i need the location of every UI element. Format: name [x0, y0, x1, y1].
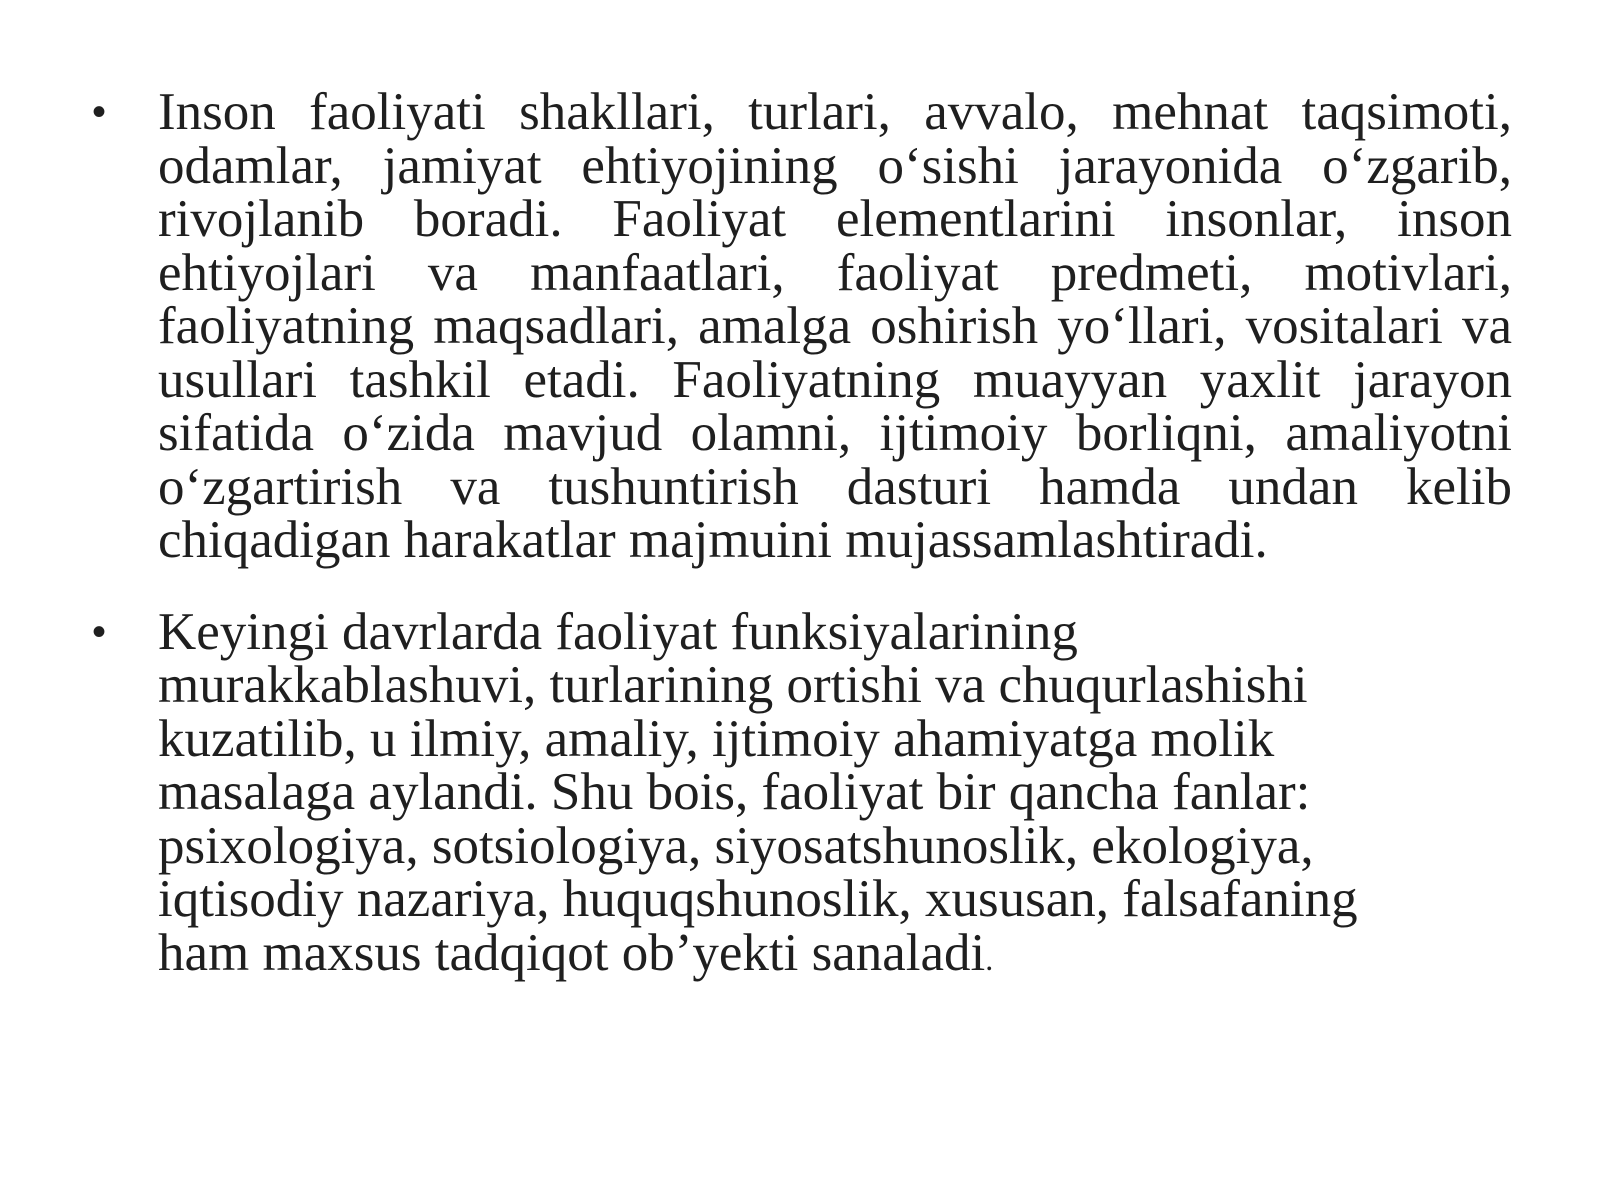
- bullet-list: [92, 83, 1512, 986]
- bullet-marker: •: [92, 609, 107, 654]
- bullet-item-1: [92, 83, 1512, 569]
- paragraph-text-1: Inson faoliyati shakllari, turlari, avvalo, mehnat taqsimoti, odamlar, jamiyat ehtiyojining o‘sishi jarayonida o‘zgarib, rivojlanib boradi. Faoliyat elementlarini insonlar, inson ehtiyojlari va manfaatlari, faoliyat predmeti, motivlari, faoliyatning maqsadlari, amalga oshirish yo‘llari, vositalari va usullari tashkil etadi. Faoliyatning muayyan yaxlit jarayon sifatida o‘zida mavjud olamni, ijtimoiy borliqni, amaliyotni o‘zgartirish va tushuntirish dasturi hamda undan kelib chiqadigan harakatlar majmuini mujassamlashtiradi.: [158, 83, 1512, 569]
- paragraph-text-2: Keyingi davrlarda faoliyat funksiyalarining murakkablashuvi, turlarining ortishi va chuqurlashishi kuzatilib, u ilmiy, amaliy, ijtimoiy ahamiyatga molik masalaga aylandi. Shu bois, faoliyat bir qancha fanlar: psixologiya, sotsiologiya, siyosatshunoslik, ekologiya, iqtisodiy nazariya, huquqshunoslik, xususan, falsafaning ham maxsus tadqiqot ob’yekti sanaladi: [158, 602, 1358, 982]
- bullet-marker: •: [92, 90, 107, 134]
- bullet-item-2: [92, 602, 1512, 987]
- paragraph-end-mark: .: [985, 940, 994, 977]
